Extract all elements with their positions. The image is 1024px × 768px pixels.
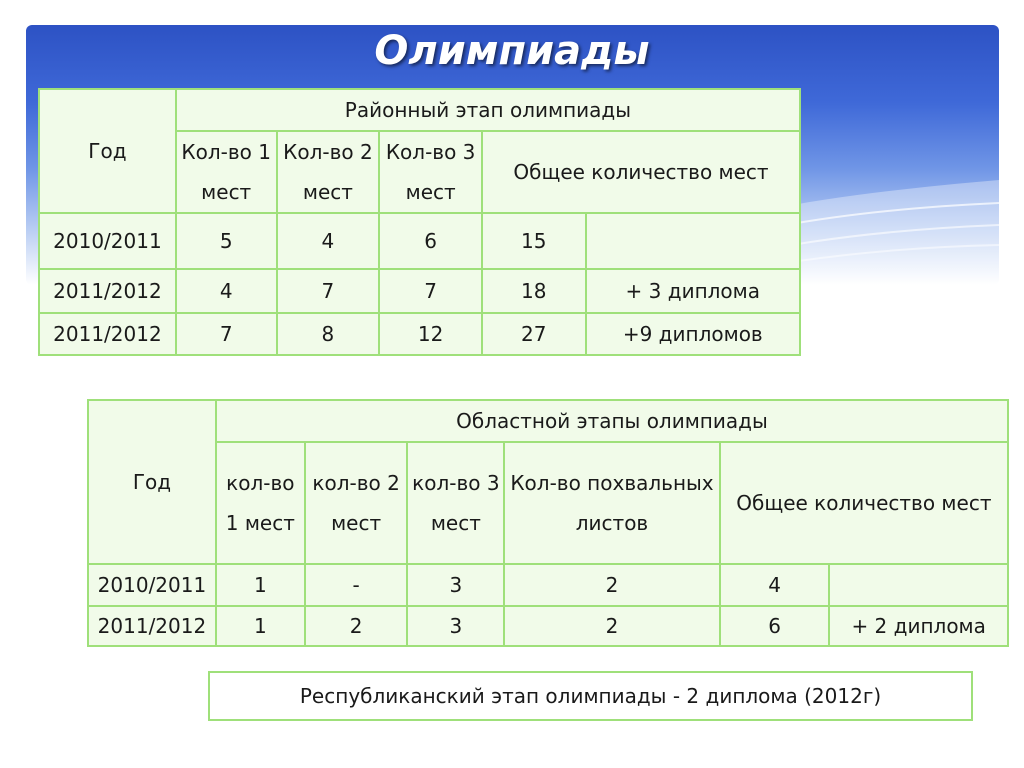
table-header-row bbox=[39, 89, 800, 131]
col-header-third-places: Кол-во 3 мест bbox=[379, 131, 482, 213]
regional-olympiad-table bbox=[87, 399, 1009, 647]
total-places-cell: 18 bbox=[482, 269, 586, 313]
republic-stage-note: Республиканский этап олимпиады - 2 диплома (2012г) bbox=[208, 671, 973, 721]
table-header-row bbox=[88, 400, 1008, 442]
first-places-cell: 4 bbox=[176, 269, 277, 313]
year-header: Год bbox=[88, 400, 216, 564]
total-places-cell: 4 bbox=[720, 564, 830, 606]
table-row bbox=[88, 564, 1008, 606]
table-row bbox=[39, 313, 800, 355]
first-places-cell: 5 bbox=[176, 213, 277, 269]
commendation-sheets-cell: 2 bbox=[504, 606, 720, 646]
first-places-cell: 1 bbox=[216, 564, 305, 606]
total-places-cell: 6 bbox=[720, 606, 830, 646]
note-cell bbox=[586, 213, 800, 269]
page-title: Олимпиады bbox=[374, 28, 650, 74]
total-places-cell: 27 bbox=[482, 313, 586, 355]
table-row bbox=[39, 269, 800, 313]
third-places-cell: 3 bbox=[407, 606, 504, 646]
third-places-cell: 6 bbox=[379, 213, 482, 269]
second-places-cell: 4 bbox=[277, 213, 380, 269]
first-places-cell: 7 bbox=[176, 313, 277, 355]
commendation-sheets-cell: 2 bbox=[504, 564, 720, 606]
note-cell: + 3 диплома bbox=[586, 269, 800, 313]
stage-header: Районный этап олимпиады bbox=[176, 89, 800, 131]
total-places-cell: 15 bbox=[482, 213, 586, 269]
col-header-second-places: кол-во 2 мест bbox=[305, 442, 408, 564]
third-places-cell: 7 bbox=[379, 269, 482, 313]
third-places-cell: 3 bbox=[407, 564, 504, 606]
col-header-third-places: кол-во 3 мест bbox=[407, 442, 504, 564]
col-header-total-places: Общее количество мест bbox=[482, 131, 800, 213]
col-header-first-places: Кол-во 1 мест bbox=[176, 131, 277, 213]
year-cell: 2011/2012 bbox=[88, 606, 216, 646]
district-olympiad-table bbox=[38, 88, 801, 356]
third-places-cell: 12 bbox=[379, 313, 482, 355]
year-cell: 2010/2011 bbox=[39, 213, 176, 269]
note-cell: + 2 диплома bbox=[829, 606, 1008, 646]
second-places-cell: 8 bbox=[277, 313, 380, 355]
first-places-cell: 1 bbox=[216, 606, 305, 646]
col-header-second-places: Кол-во 2 мест bbox=[277, 131, 380, 213]
second-places-cell: 7 bbox=[277, 269, 380, 313]
year-cell: 2010/2011 bbox=[88, 564, 216, 606]
table-row bbox=[88, 606, 1008, 646]
col-header-total-places: Общее количество мест bbox=[720, 442, 1008, 564]
year-cell: 2011/2012 bbox=[39, 313, 176, 355]
stage-header: Областной этапы олимпиады bbox=[216, 400, 1008, 442]
year-header: Год bbox=[39, 89, 176, 213]
year-cell: 2011/2012 bbox=[39, 269, 176, 313]
note-cell bbox=[829, 564, 1008, 606]
second-places-cell: - bbox=[305, 564, 408, 606]
note-cell: +9 дипломов bbox=[586, 313, 800, 355]
table-row bbox=[39, 213, 800, 269]
second-places-cell: 2 bbox=[305, 606, 408, 646]
col-header-commendation-sheets: Кол-во похвальных листов bbox=[504, 442, 720, 564]
table-subheader-row bbox=[88, 442, 1008, 564]
col-header-first-places: кол-во 1 мест bbox=[216, 442, 305, 564]
